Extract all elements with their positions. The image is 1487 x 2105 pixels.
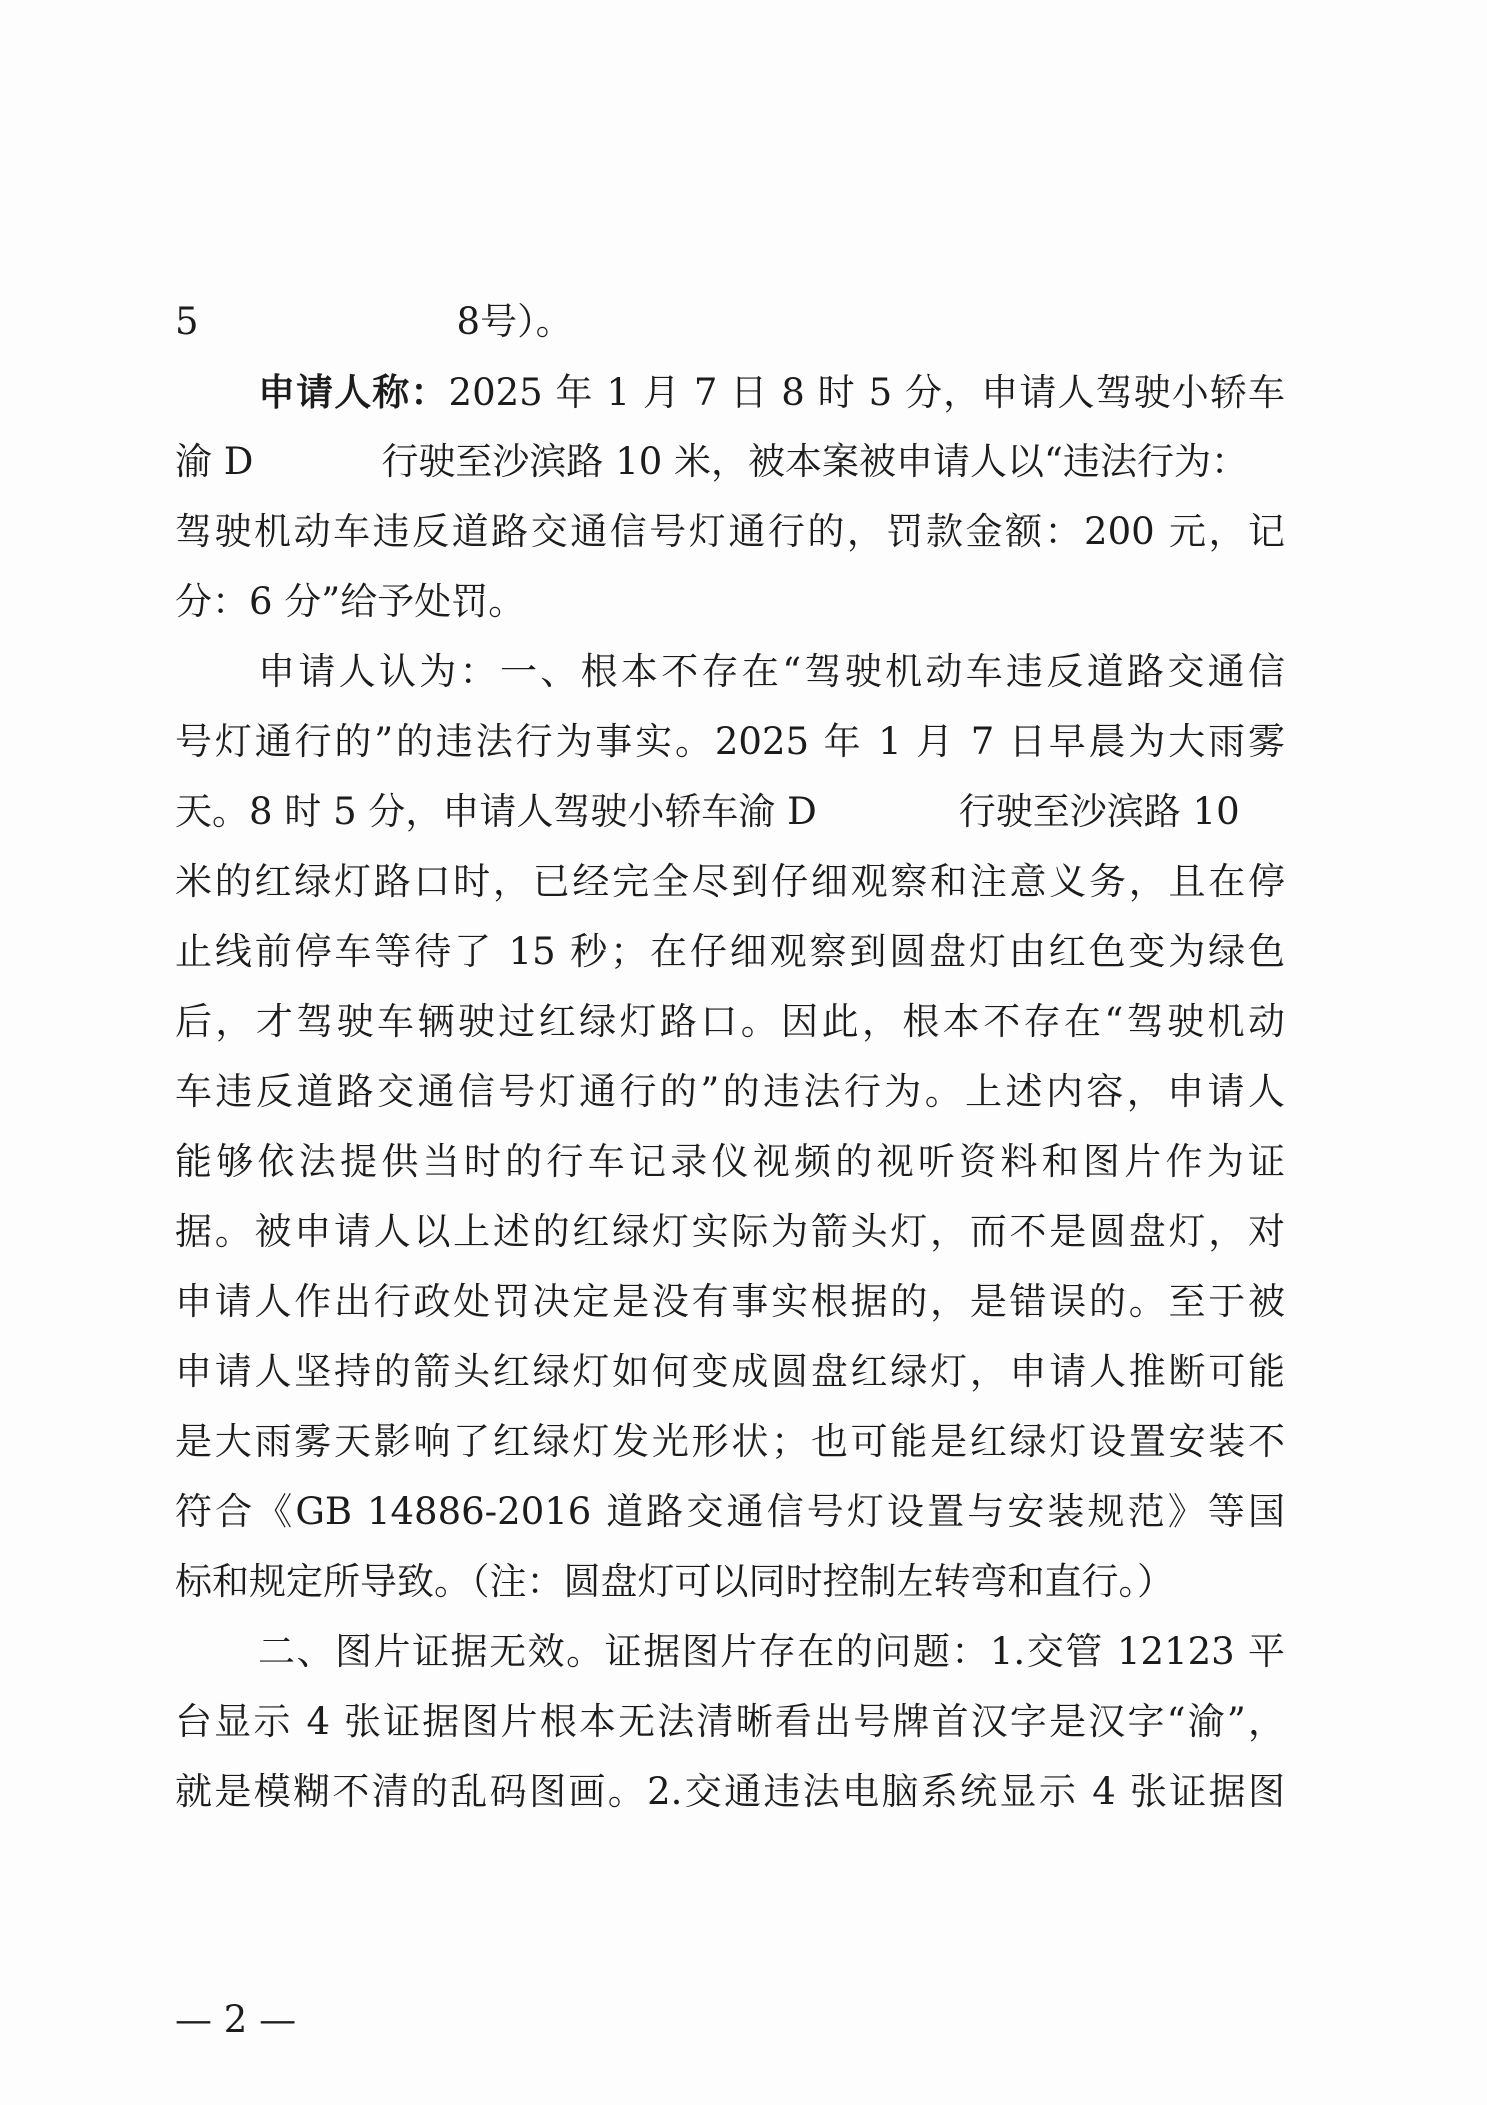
- opinion-line-3-a: 天。8 时 5 分，申请人驾驶小轿车渝 D: [175, 790, 817, 833]
- claim-line-2-text: 行驶至沙滨路 10 米，被本案被申请人以“违法行为：: [381, 440, 1248, 483]
- evidence-line-3: 就是模糊不清的乱码图画。2.交通违法电脑系统显示 4 张证据图: [175, 1770, 1285, 1813]
- evidence-line-2: 台显示 4 张证据图片根本无法清晰看出号牌首汉字是汉字“渝”，: [175, 1700, 1285, 1743]
- claim-line-1-text: 2025 年 1 月 7 日 8 时 5 分，申请人驾驶小轿车: [448, 371, 1285, 414]
- opinion-line-5: 止线前停车等待了 15 秒；在仔细观察到圆盘灯由红色变为绿色: [175, 930, 1285, 973]
- opinion-line-12: 是大雨雾天影响了红绿灯发光形状；也可能是红绿灯设置安装不: [175, 1420, 1285, 1463]
- claim-line-3: 驾驶机动车违反道路交通信号灯通行的，罚款金额：200 元，记: [175, 510, 1285, 553]
- case-number-line: [175, 292, 1285, 352]
- opinion-line-9: 据。被申请人以上述的红绿灯实际为箭头灯，而不是圆盘灯，对: [175, 1210, 1285, 1253]
- opinion-line-14: 标和规定所导致。（注：圆盘灯可以同时控制左转弯和直行。）: [175, 1560, 1174, 1603]
- opinion-line-13: 符合《GB 14886-2016 道路交通信号灯设置与安装规范》等国: [175, 1490, 1285, 1533]
- claim-label: 申请人称：: [258, 370, 449, 414]
- evidence-line-1: 二、图片证据无效。证据图片存在的问题：1.交管 12123 平: [258, 1630, 1285, 1673]
- opinion-line-4: 米的红绿灯路口时，已经完全尽到仔细观察和注意义务，且在停: [175, 860, 1285, 903]
- claim-line-2: [175, 432, 1285, 492]
- opinion-line-3-b: 行驶至沙滨路 10: [958, 790, 1240, 833]
- plate-prefix: 渝 D: [175, 440, 254, 483]
- opinion-line-10: 申请人作出行政处罚决定是没有事实根据的，是错误的。至于被: [175, 1280, 1285, 1323]
- opinion-line-6: 后，才驾驶车辆驶过红绿灯路口。因此，根本不存在“驾驶机动: [175, 1000, 1285, 1043]
- opinion-line-1: 申请人认为：一、根本不存在“驾驶机动车违反道路交通信: [258, 650, 1285, 693]
- page-number: — 2 —: [175, 1998, 297, 2041]
- opinion-line-11: 申请人坚持的箭头红绿灯如何变成圆盘红绿灯，申请人推断可能: [175, 1350, 1285, 1393]
- opinion-line-7: 车违反道路交通信号灯通行的”的违法行为。上述内容，申请人: [175, 1070, 1285, 1113]
- case-number-suffix: 8号）。: [456, 300, 573, 343]
- opinion-line-3: [175, 782, 1285, 842]
- claim-line-4: 分：6 分”给予处罚。: [175, 580, 526, 623]
- claim-line-1: [258, 362, 1285, 422]
- opinion-line-2: 号灯通行的”的违法行为事实。2025 年 1 月 7 日早晨为大雨雾: [175, 720, 1285, 763]
- opinion-line-8: 能够依法提供当时的行车记录仪视频的视听资料和图片作为证: [175, 1140, 1285, 1183]
- case-number-prefix: 5: [175, 300, 199, 343]
